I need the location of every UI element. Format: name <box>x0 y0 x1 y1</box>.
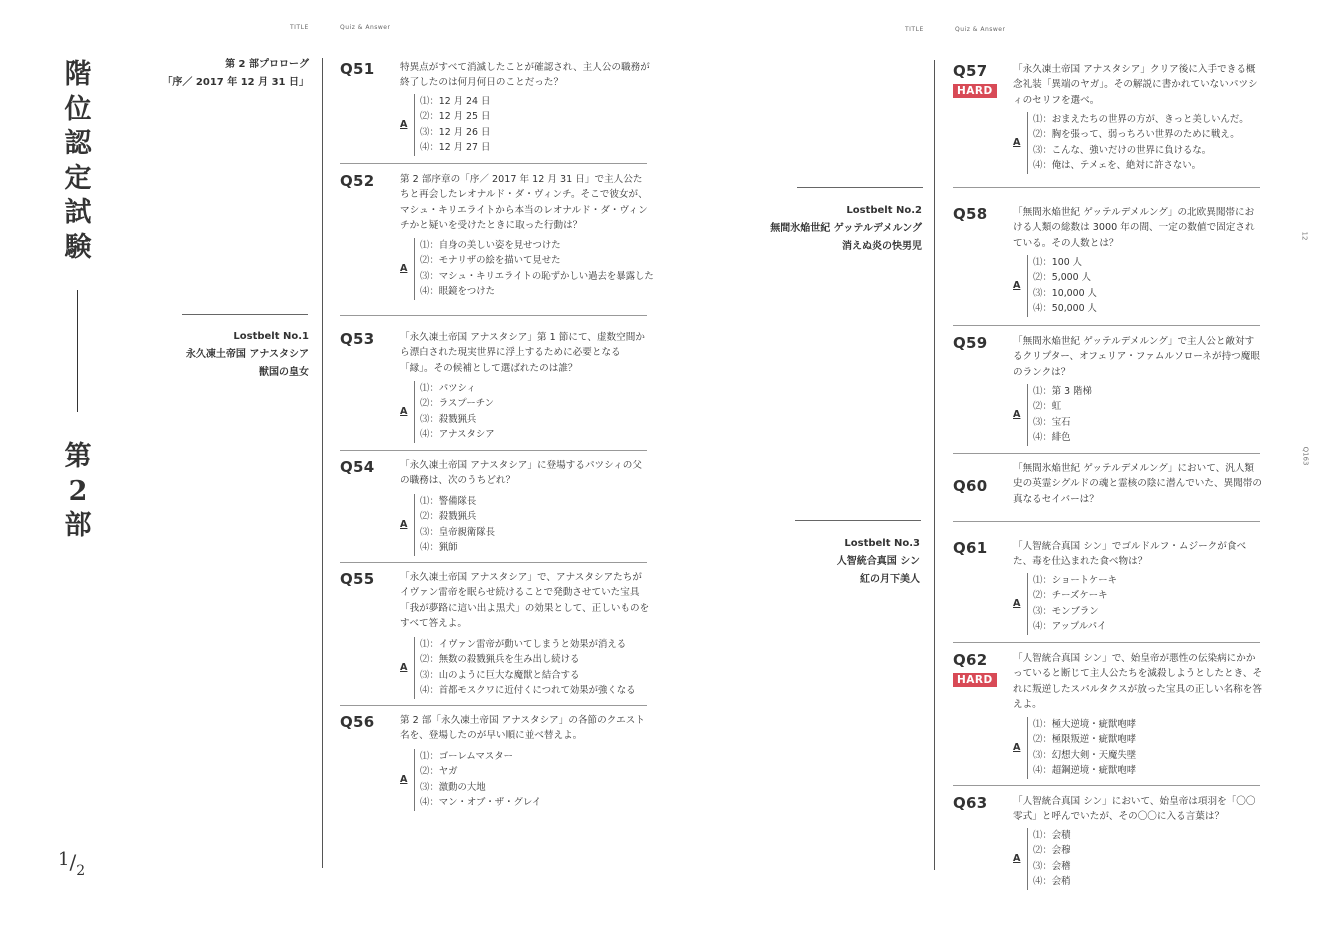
title-char: 部 <box>64 510 92 541</box>
option-item: ⑵：胸を張って、弱っちろい世界のために戦え。 <box>1033 129 1240 141</box>
options-list <box>1027 828 1071 890</box>
question-text: 「無間氷焔世紀 ゲッテルデメルング」において、汎人類史の英霊シグルドの魂と霊核の陰に潜んでいた、異聞帯の真なるセイバーは？ <box>1013 463 1262 505</box>
section-line2: 人智統合真国 シン <box>836 556 920 567</box>
question-separator <box>953 785 1260 786</box>
section-line3: 紅の月下美人 <box>860 574 920 585</box>
section-lostbelt-1 <box>186 328 309 382</box>
option-item: ⑵：ラスプーチン <box>420 398 494 410</box>
option-item: ⑷：俺は、テメェを、絶対に許さない。 <box>1033 160 1202 172</box>
question-number: Q56 <box>340 713 375 731</box>
section-rule <box>797 187 923 188</box>
answer-label: A <box>400 119 408 130</box>
question-text: 「永久凍土帝国 アナスタシア」クリア後に入手できる概念礼装「異端のヤガ」。その解説に書かれていないパツシィのセリフを選べ。 <box>1013 64 1258 106</box>
option-item: ⑵：殺戮猟兵 <box>420 511 477 523</box>
section-lostbelt-3 <box>837 535 920 589</box>
option-item: ⑴：極大逆境・疵獣咆哮 <box>1033 719 1137 730</box>
header-section-label-right: Quiz & Answer <box>955 26 1006 33</box>
question-separator <box>340 315 647 316</box>
option-item: ⑴：12 月 24 日 <box>420 96 491 107</box>
options-list <box>414 238 654 300</box>
option-item: ⑴：パツシィ <box>420 383 476 394</box>
question-separator <box>340 705 647 706</box>
option-item: ⑷：12 月 27 日 <box>420 142 491 154</box>
option-item: ⑴：会積 <box>1033 830 1071 841</box>
question-separator <box>953 325 1260 326</box>
page-number: 1/2 <box>58 849 86 879</box>
question-number: Q59 <box>953 334 988 352</box>
option-item: ⑷：超鋼逆境・疵獣咆哮 <box>1033 765 1137 777</box>
vertical-title-top <box>58 58 98 265</box>
answer-label: A <box>1013 409 1021 420</box>
question-text: 第 2 部「永久凍土帝国 アナスタシア」の各節のクエスト名を、登場したのが早い順に並べ替えよ。 <box>400 715 645 742</box>
option-item: ⑶：10,000 人 <box>1033 287 1097 299</box>
section-line2: 「序／ 2017 年 12 月 31 日」 <box>162 77 309 88</box>
options-list <box>1027 717 1136 779</box>
question-number: Q54 <box>340 458 375 476</box>
page-number-current: 1 <box>58 849 70 870</box>
option-item: ⑵：5,000 人 <box>1033 272 1091 284</box>
options-list <box>414 749 541 811</box>
option-item: ⑵：会穆 <box>1033 845 1071 857</box>
column-divider-left <box>322 58 323 868</box>
title-char: 定 <box>64 162 92 194</box>
section-rule <box>182 314 308 315</box>
section-line3: 獣国の皇女 <box>259 367 309 378</box>
option-item: ⑷：アップルパイ <box>1033 621 1107 633</box>
answer-label: A <box>400 406 408 417</box>
question-separator <box>340 450 647 451</box>
option-item: ⑶：皇帝親衛隊長 <box>420 526 496 538</box>
side-question-label: Q163 <box>1301 446 1310 466</box>
answer-label: A <box>1013 280 1021 291</box>
question-text: 「人智統合真国 シン」でゴルドルフ・ムジークが食べた、毒を仕込まれた食べ物は？ <box>1013 541 1247 568</box>
title-char: 階 <box>64 59 92 90</box>
option-item: ⑷：首都モスクワに近付くにつれて効果が強くなる <box>420 685 636 697</box>
option-item: ⑴：おまえたちの世界の方が、きっと美しいんだ。 <box>1033 114 1249 125</box>
section-line1: Lostbelt No.1 <box>233 331 309 342</box>
answer-label: A <box>400 774 408 785</box>
question-separator <box>953 521 1260 522</box>
question-text: 「永久凍土帝国 アナスタシア」に登場するパツシィの父の職務は、次のうちどれ？ <box>400 460 642 487</box>
option-item: ⑶：山のように巨大な魔獣と結合する <box>420 669 580 681</box>
section-line2: 無間氷焔世紀 ゲッテルデメルング <box>770 223 922 234</box>
option-item: ⑷：眼鏡をつけた <box>420 286 496 298</box>
vertical-title-bottom <box>58 440 98 544</box>
question-text: 「人智統合真国 シン」で、始皇帝が悪性の伝染病にかかっていると断じて主人公たちを滅殺しようとしたとき、それに叛逆したスパルタクスが放った宝具の正しい名称を答えよ。 <box>1013 653 1263 711</box>
option-item: ⑴：第 3 階梯 <box>1033 386 1092 397</box>
question-separator <box>340 562 647 563</box>
option-item: ⑵：極限叛逆・疵獣咆哮 <box>1033 734 1137 746</box>
answer-label: A <box>400 519 408 530</box>
section-line1: Lostbelt No.2 <box>846 205 922 216</box>
section-line1: Lostbelt No.3 <box>844 538 920 549</box>
question-text: 「永久凍土帝国 アナスタシア」で、アナスタシアたちがイヴァン雷帝を眠らせ続けることで発動させていた宝具「我が夢路に這い出よ黒犬」の効果として、正しいものをすべて答えよ。 <box>400 572 650 630</box>
option-item: ⑵：チーズケーキ <box>1033 590 1108 602</box>
question-number: Q63 <box>953 794 988 812</box>
options-list <box>414 494 495 556</box>
answer-label: A <box>1013 137 1021 148</box>
side-page-label: 12 <box>1300 231 1309 241</box>
option-item: ⑷：アナスタシア <box>420 429 495 441</box>
options-list <box>1027 255 1097 317</box>
title-char: 2 <box>68 475 88 507</box>
question-number: Q60 <box>953 477 988 495</box>
options-list <box>414 94 490 156</box>
column-divider-right <box>934 60 935 870</box>
option-item: ⑴：100 人 <box>1033 257 1083 268</box>
option-item: ⑶：激動の大地 <box>420 781 486 793</box>
section-line1: 第 2 部プロローグ <box>225 59 309 70</box>
option-item: ⑶：モンブラン <box>1033 605 1099 617</box>
option-item: ⑶：宝石 <box>1033 416 1071 428</box>
title-char: 試 <box>64 197 92 228</box>
options-list <box>414 381 495 443</box>
options-list <box>1027 573 1117 635</box>
title-char: 験 <box>64 231 92 263</box>
answer-label: A <box>1013 598 1021 609</box>
question-number: Q51 <box>340 60 375 78</box>
page-number-total: 2 <box>76 863 86 879</box>
header-title-label: TITLE <box>290 24 309 31</box>
question-number: Q53 <box>340 330 375 348</box>
option-item: ⑵：虹 <box>1033 401 1062 413</box>
question-separator <box>953 187 1260 188</box>
option-item: ⑴：イヴァン雷帝が動いてしまうと効果が消える <box>420 639 627 650</box>
option-item: ⑴：自身の美しい姿を見せつけた <box>420 240 561 251</box>
option-item: ⑶：幻想大剣・天魔失墜 <box>1033 749 1137 761</box>
question-number: Q61 <box>953 539 988 557</box>
header-title-label-right: TITLE <box>905 26 924 33</box>
hard-badge: HARD <box>953 673 997 687</box>
section-lostbelt-2 <box>770 202 922 256</box>
section-line2: 永久凍土帝国 アナスタシア <box>185 349 309 360</box>
title-divider-line <box>77 290 78 412</box>
question-separator <box>953 453 1260 454</box>
title-char: 位 <box>64 93 92 125</box>
question-text: 第 2 部序章の「序／ 2017 年 12 月 31 日」で主人公たちと再会したレオナルド・ダ・ヴィンチ。そこで彼女が、マシュ・キリエライトから本当のレオナルド・ダ・ヴィンチかと疑いを受けたときに取った行動は？ <box>400 174 648 232</box>
option-item: ⑵：ヤガ <box>420 766 458 778</box>
section-prologue <box>162 56 309 92</box>
answer-label: A <box>400 263 408 274</box>
option-item: ⑴：警備隊長 <box>420 496 477 507</box>
options-list <box>1027 384 1092 446</box>
option-item: ⑷：緋色 <box>1033 432 1071 444</box>
section-line3: 消えぬ炎の快男児 <box>842 241 922 252</box>
question-number: Q58 <box>953 205 988 223</box>
question-text: 「無間氷焔世紀 ゲッテルデメルング」で主人公と敵対するクリプター、オフェリア・ファムルソローネが持つ魔眼のランクは？ <box>1013 336 1260 378</box>
answer-label: A <box>1013 853 1021 864</box>
option-item: ⑶：殺戮猟兵 <box>420 413 477 425</box>
option-item: ⑷：会稍 <box>1033 876 1071 888</box>
option-item: ⑶：こんな、強いだけの世界に負けるな。 <box>1033 144 1212 156</box>
question-separator <box>953 642 1260 643</box>
option-item: ⑷：50,000 人 <box>1033 303 1097 315</box>
option-item: ⑵：無数の殺戮猟兵を生み出し続ける <box>420 654 580 666</box>
question-number: Q52 <box>340 172 375 190</box>
question-number: Q62 <box>953 651 988 669</box>
question-text: 特異点がすべて消滅したことが確認され、主人公の職務が終了したのは何月何日のことだった？ <box>400 62 650 89</box>
title-char: 認 <box>64 128 92 159</box>
option-item: ⑵：モナリザの絵を描いて見せた <box>420 255 561 267</box>
question-number: Q57 <box>953 62 988 80</box>
option-item: ⑶：会稽 <box>1033 860 1071 872</box>
question-text: 「人智統合真国 シン」において、始皇帝は項羽を「〇〇零式」と呼んでいたが、その〇〇に入る言葉は？ <box>1013 796 1256 823</box>
options-list <box>414 637 635 699</box>
option-item: ⑴：ショートケーキ <box>1033 575 1118 586</box>
hard-badge: HARD <box>953 84 997 98</box>
header-section-label: Quiz & Answer <box>340 24 391 31</box>
answer-label: A <box>1013 742 1021 753</box>
option-item: ⑷：猟師 <box>420 542 458 554</box>
option-item: ⑶：12 月 26 日 <box>420 126 491 138</box>
title-char: 第 <box>64 441 92 472</box>
question-number: Q55 <box>340 570 375 588</box>
question-separator <box>340 163 647 164</box>
section-rule <box>795 520 921 521</box>
question-text: 「永久凍土帝国 アナスタシア」第 1 節にて、虚数空間から漂白された現実世界に浮上するために必要となる「縁」。その候補として選ばれたのは誰？ <box>400 332 645 374</box>
option-item: ⑵：12 月 25 日 <box>420 111 491 123</box>
answer-label: A <box>400 662 408 673</box>
options-list <box>1027 112 1249 174</box>
option-item: ⑷：マン・オブ・ザ・グレイ <box>420 797 542 809</box>
question-text: 「無間氷焔世紀 ゲッテルデメルング」の北欧異聞帯における人類の総数は 3000 年の間、一定の数値で固定されている。その人数とは？ <box>1013 207 1255 249</box>
option-item: ⑶：マシュ・キリエライトの恥ずかしい過去を暴露した <box>420 270 654 282</box>
option-item: ⑴：ゴーレムマスター <box>420 751 514 762</box>
